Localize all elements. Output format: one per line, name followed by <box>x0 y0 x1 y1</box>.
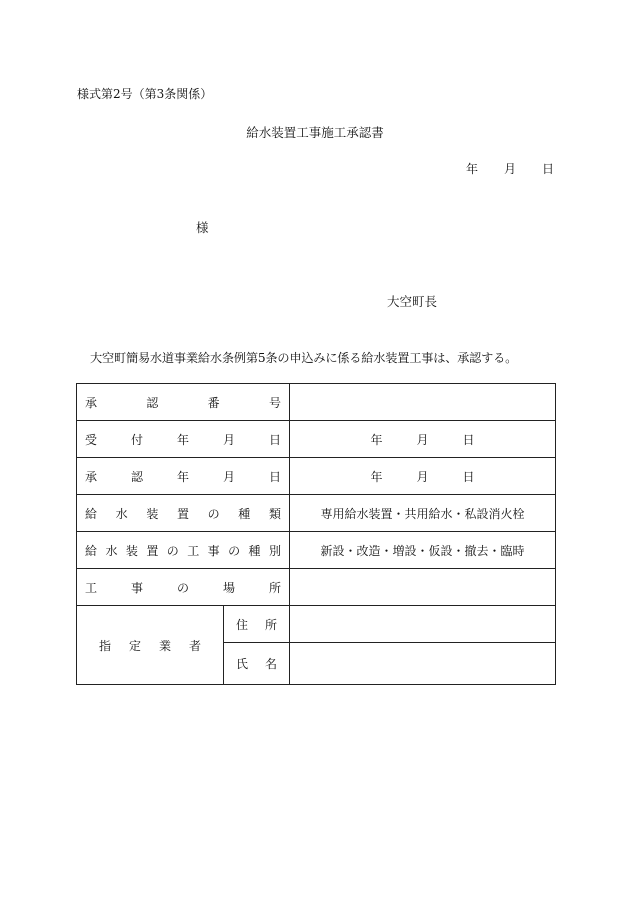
row-label-receipt-date: 受 付 年 月 日 <box>77 421 290 458</box>
table-row <box>77 606 556 643</box>
row-label-device-type: 給 水 装 置 の 種 類 <box>77 495 290 532</box>
row-label-work-location: 工 事 の 場 所 <box>77 569 290 606</box>
contractor-address-value[interactable] <box>290 606 556 643</box>
table-row <box>77 495 556 532</box>
table-row <box>77 458 556 495</box>
sub-label-address: 住 所 <box>224 606 290 643</box>
approval-number-value[interactable] <box>290 384 556 421</box>
work-location-value[interactable] <box>290 569 556 606</box>
approval-statement: 大空町簡易水道事業給水条例第5条の申込みに係る給水装置工事は、承認する。 <box>90 351 518 365</box>
row-label-designated-contractor: 指 定 業 者 <box>77 606 224 685</box>
issue-date <box>466 160 554 177</box>
device-type-value[interactable]: 専用給水装置・共用給水・私設消火栓 <box>290 495 556 532</box>
form-number: 様式第2号（第3条関係） <box>77 87 213 101</box>
approval-date-value[interactable]: 年 月 日 <box>290 458 556 495</box>
receipt-date-value[interactable]: 年 月 日 <box>290 421 556 458</box>
date-year: 年 <box>466 162 479 176</box>
table-row <box>77 569 556 606</box>
table-row <box>77 421 556 458</box>
table-row <box>77 532 556 569</box>
issuer: 大空町長 <box>387 294 438 309</box>
table-row <box>77 384 556 421</box>
row-label-approval-number: 承 認 番 号 <box>77 384 290 421</box>
date-month: 月 <box>504 162 517 176</box>
date-day: 日 <box>542 162 555 176</box>
work-type-value[interactable]: 新設・改造・増設・仮設・撤去・臨時 <box>290 532 556 569</box>
approval-table <box>76 383 556 685</box>
sub-label-name: 氏 名 <box>224 643 290 685</box>
addressee-suffix: 様 <box>196 220 209 235</box>
contractor-name-value[interactable] <box>290 643 556 685</box>
row-label-work-type: 給 水 装 置 の 工 事 の 種 別 <box>77 532 290 569</box>
document-title: 給水装置工事施工承認書 <box>246 125 384 140</box>
row-label-approval-date: 承 認 年 月 日 <box>77 458 290 495</box>
